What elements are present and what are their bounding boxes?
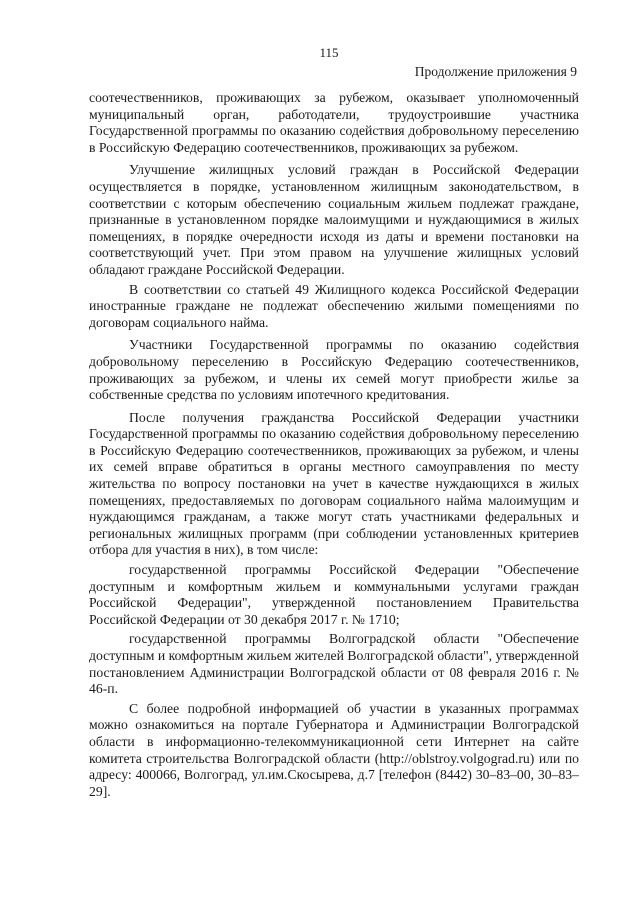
page-number: 115 [319, 45, 339, 60]
paragraph-more-information: С более подробной информацией об участии в указанных программах можно ознакомиться на портале Губернатора и Администрации Волгоградской области в информационно-телекоммуникационной сети Интернет на сайте комитета строительства Волгоградской области (http://oblstroy.volgograd.ru) или по адресу: 400066, Волгоград, ул.им.Скосырева, д.7 [телефон (8442) 30–83–00, 30–83–29]. [89, 700, 579, 799]
paragraph-housing-conditions: Улучшение жилищных условий граждан в Российской Федерации осуществляется в порядке, установленном жилищным законодательством, в соответствии с которым обеспечению социальным жильем подлежат граждане, признанные в установленном порядке малоимущими и нуждающимися в жилых помещениях, в порядке очередности исходя из даты и времени постановки на соответствующий учет. При этом правом на улучшение жилищных условий обладают граждане Российской Федерации. [89, 162, 579, 277]
paragraph-after-citizenship: После получения гражданства Российской Федерации участники Государственной программы по оказанию содействия добровольному переселению в Российскую Федерацию соотечественников, проживающих за рубежом, и члены их семей вправе обратиться в органы местного самоуправления по месту жительства по вопросу постановки на учет в качестве нуждающихся в жилых помещениях, предоставляемых по договорам социального найма малоимущим и нуждающимся гражданам, а также могут стать участниками федеральных и региональных жилищных программ (при соблюдении установленных критериев отбора для участия в них), в том числе: [89, 409, 579, 558]
paragraph-compatriots-assistance: соотечественников, проживающих за рубежом, оказывает уполномоченный муниципальный орган, работодатели, трудоустроившие участника Государственной программы по оказанию содействия добровольному переселению в Российскую Федерацию соотечественников, проживающих за рубежом. [89, 90, 579, 155]
paragraph-housing-code-article-49: В соответствии со статьей 49 Жилищного кодекса Российской Федерации иностранные граждане не подлежат обеспечению жилыми помещениями по договорам социального найма. [89, 281, 579, 330]
paragraph-federal-program: государственной программы Российской Федерации "Обеспечение доступным и комфортным жильем и коммунальными услугами граждан Российской Федерации", утвержденной постановлением Правительства Российской Федерации от 30 декабря 2017 г. № 1710; [89, 562, 579, 627]
paragraph-regional-program: государственной программы Волгоградской области "Обеспечение доступным и комфортным жильем жителей Волгоградской области", утвержденной постановлением Администрации Волгоградской области от 08 февраля 2016 г. № 46-п. [89, 631, 579, 697]
document-body [89, 90, 579, 800]
appendix-continuation-label: Продолжение приложения 9 [414, 64, 577, 79]
paragraph-mortgage: Участники Государственной программы по оказанию содействия добровольному переселению в Российскую Федерацию соотечественников, проживающих за рубежом, и члены их семей могут приобрести жилье за собственные средства по условиям ипотечного кредитования. [89, 337, 579, 403]
